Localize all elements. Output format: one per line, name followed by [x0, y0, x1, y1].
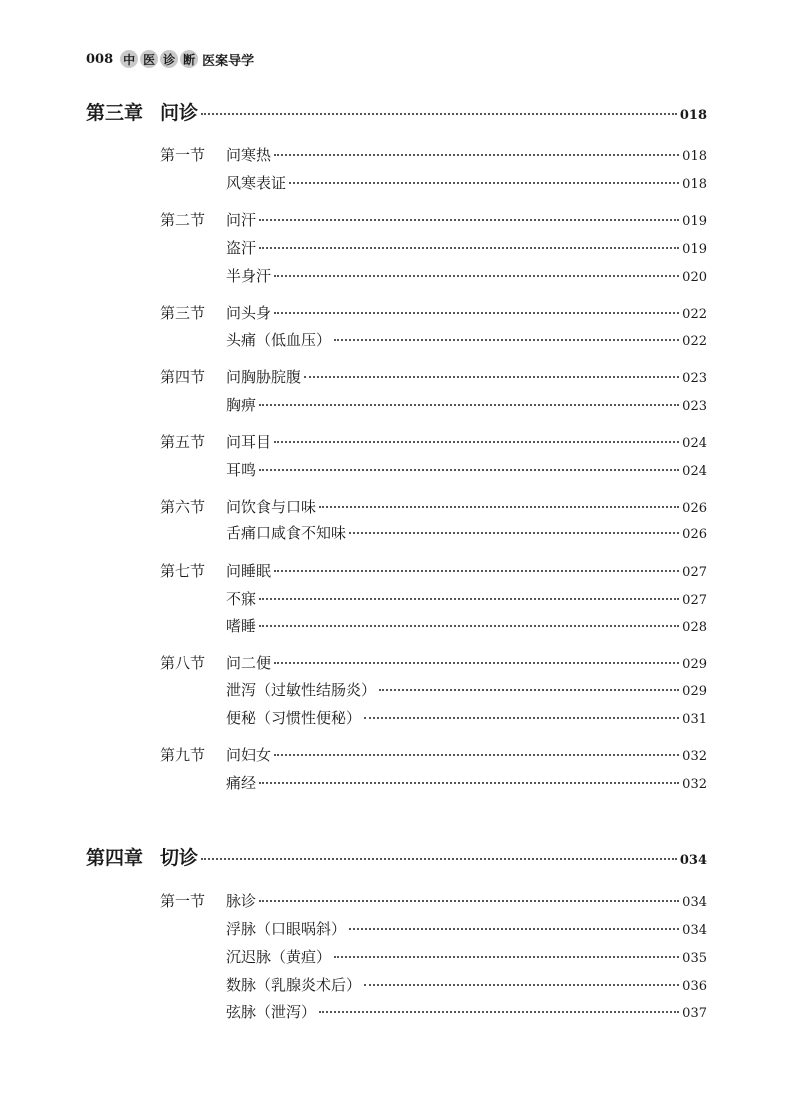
- toc-entry-row[interactable]: [226, 459, 707, 480]
- page-ref: 026: [682, 501, 707, 516]
- dot-leader: [274, 275, 679, 277]
- chapter-title: 问诊: [160, 102, 199, 124]
- toc-entry-row[interactable]: [226, 974, 707, 995]
- chapter-label: 第三章: [86, 102, 144, 124]
- dot-leader: [274, 441, 679, 443]
- section-label: 第八节: [160, 654, 206, 672]
- book-title-logo: [120, 50, 254, 69]
- entry-title: 盗汗: [226, 239, 257, 257]
- entry-title: 嗜睡: [226, 617, 257, 635]
- page-ref: 022: [682, 334, 707, 349]
- page-ref: 023: [682, 371, 707, 386]
- toc-section-row[interactable]: [160, 744, 707, 765]
- toc-chapter-row[interactable]: [86, 98, 707, 125]
- book-title-char: 断: [180, 50, 198, 68]
- toc-section-row[interactable]: [160, 560, 707, 581]
- entry-title: 舌痛口咸食不知味: [226, 524, 347, 542]
- toc-entry-row[interactable]: [226, 329, 707, 350]
- entry-title: 泄泻（过敏性结肠炎）: [226, 681, 377, 699]
- dot-leader: [274, 570, 679, 572]
- toc-entry-row[interactable]: [226, 707, 707, 728]
- section-label: 第七节: [160, 562, 206, 580]
- page-ref: 020: [682, 270, 707, 285]
- chapter-label: 第四章: [86, 847, 144, 869]
- page-ref: 034: [682, 923, 707, 938]
- dot-leader: [319, 1011, 679, 1013]
- section-label: 第五节: [160, 433, 206, 451]
- toc-section-row[interactable]: [160, 366, 707, 387]
- entry-title: 痛经: [226, 774, 257, 792]
- page-ref: 018: [682, 177, 707, 192]
- entry-title: 弦脉（泄泻）: [226, 1003, 317, 1021]
- entry-title: 不寐: [226, 590, 257, 608]
- dot-leader: [259, 782, 679, 784]
- section-title: 问耳目: [226, 433, 272, 451]
- dot-leader: [259, 219, 679, 221]
- section-title: 问头身: [226, 304, 272, 322]
- entry-title: 便秘（习惯性便秘）: [226, 709, 362, 727]
- section-label: 第三节: [160, 304, 206, 322]
- dot-leader: [259, 598, 679, 600]
- entry-title: 半身汗: [226, 267, 272, 285]
- entry-title: 沉迟脉（黄疸）: [226, 948, 332, 966]
- toc-section-row[interactable]: [160, 652, 707, 673]
- section-label: 第九节: [160, 746, 206, 764]
- dot-leader: [274, 312, 679, 314]
- toc-entry-row[interactable]: [226, 615, 707, 636]
- dot-leader: [349, 532, 679, 534]
- entry-title: 胸痹: [226, 396, 257, 414]
- section-label: 第四节: [160, 368, 206, 386]
- page-ref: 024: [682, 464, 707, 479]
- page-ref: 037: [682, 1006, 707, 1021]
- section-label: 第六节: [160, 498, 206, 516]
- page-ref: 029: [682, 657, 707, 672]
- page-ref: 035: [682, 951, 707, 966]
- page-ref: 023: [682, 399, 707, 414]
- page-ref: 034: [679, 853, 707, 868]
- page-ref: 031: [682, 712, 707, 727]
- page-ref: 032: [682, 777, 707, 792]
- toc-entry-row[interactable]: [226, 237, 707, 258]
- toc-section-row[interactable]: [160, 890, 707, 911]
- section-title: 问二便: [226, 654, 272, 672]
- dot-leader: [274, 154, 679, 156]
- page-ref: 028: [682, 620, 707, 635]
- toc-entry-row[interactable]: [226, 394, 707, 415]
- page-number: 008: [86, 51, 114, 67]
- dot-leader: [274, 662, 679, 664]
- dot-leader: [304, 376, 679, 378]
- dot-leader: [289, 182, 679, 184]
- toc-entry-row[interactable]: [226, 918, 707, 939]
- section-title: 问睡眠: [226, 562, 272, 580]
- page-ref: 026: [682, 527, 707, 542]
- toc-section-row[interactable]: [160, 496, 707, 517]
- toc-entry-row[interactable]: [226, 946, 707, 967]
- toc-section-row[interactable]: [160, 302, 707, 323]
- section-label: 第一节: [160, 146, 206, 164]
- page-ref: 022: [682, 307, 707, 322]
- dot-leader: [274, 754, 679, 756]
- page-ref: 027: [682, 593, 707, 608]
- section-title: 问胸胁脘腹: [226, 368, 302, 386]
- book-title-char: 诊: [160, 50, 178, 68]
- toc-chapter-row[interactable]: [86, 843, 707, 870]
- entry-title: 数脉（乳腺炎术后）: [226, 976, 362, 994]
- toc-section-row[interactable]: [160, 209, 707, 230]
- section-label: 第一节: [160, 892, 206, 910]
- dot-leader: [349, 928, 679, 930]
- dot-leader: [364, 984, 679, 986]
- page-ref: 034: [682, 895, 707, 910]
- section-title: 问饮食与口味: [226, 498, 317, 516]
- entry-title: 浮脉（口眼㖞斜）: [226, 920, 347, 938]
- page-ref: 019: [682, 214, 707, 229]
- page-ref: 019: [682, 242, 707, 257]
- page-ref: 032: [682, 749, 707, 764]
- dot-leader: [259, 625, 679, 627]
- entry-title: 头痛（低血压）: [226, 331, 332, 349]
- chapter-title: 切诊: [160, 847, 199, 869]
- dot-leader: [259, 900, 679, 902]
- toc-entry-row[interactable]: [226, 172, 707, 193]
- section-title: 脉诊: [226, 892, 257, 910]
- entry-title: 风寒表证: [226, 174, 287, 192]
- book-title-char: 医: [140, 50, 158, 68]
- dot-leader: [334, 339, 679, 341]
- dot-leader: [259, 247, 679, 249]
- section-title: 问寒热: [226, 146, 272, 164]
- toc-entry-row[interactable]: [226, 1001, 707, 1022]
- toc-section-row[interactable]: [160, 431, 707, 452]
- page-ref: 024: [682, 436, 707, 451]
- section-title: 问妇女: [226, 746, 272, 764]
- page-ref: 018: [679, 108, 707, 123]
- section-title: 问汗: [226, 211, 257, 229]
- dot-leader: [259, 469, 679, 471]
- toc-entry-row[interactable]: [226, 522, 707, 543]
- dot-leader: [379, 689, 679, 691]
- page-ref: 027: [682, 565, 707, 580]
- page-ref: 029: [682, 684, 707, 699]
- toc-entry-row[interactable]: [226, 679, 707, 700]
- dot-leader: [319, 506, 679, 508]
- book-subtitle: 医案导学: [202, 53, 255, 69]
- section-label: 第二节: [160, 211, 206, 229]
- toc-entry-row[interactable]: [226, 772, 707, 793]
- toc-entry-row[interactable]: [226, 588, 707, 609]
- entry-title: 耳鸣: [226, 461, 257, 479]
- toc-section-row[interactable]: [160, 144, 707, 165]
- book-title-char: 中: [120, 50, 138, 68]
- dot-leader: [201, 858, 677, 860]
- page-ref: 036: [682, 979, 707, 994]
- dot-leader: [334, 956, 679, 958]
- dot-leader: [364, 717, 679, 719]
- dot-leader: [201, 113, 677, 115]
- toc-entry-row[interactable]: [226, 265, 707, 286]
- dot-leader: [259, 404, 679, 406]
- running-header: [86, 47, 254, 71]
- page-ref: 018: [682, 149, 707, 164]
